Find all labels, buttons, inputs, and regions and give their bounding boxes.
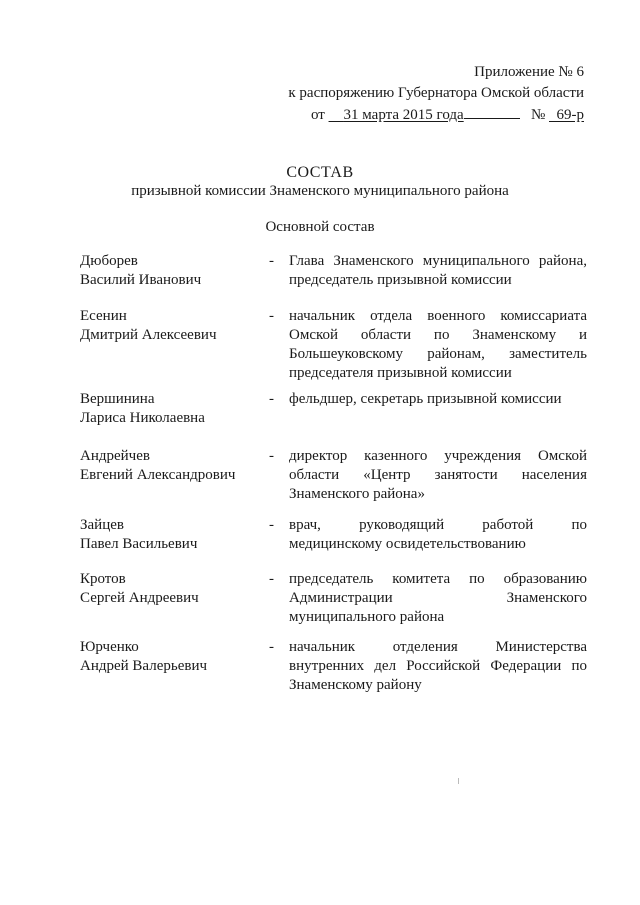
member-name [80,570,260,608]
member-surname: Зайцев [80,517,124,533]
member-surname: Юрченко [80,639,139,655]
member-surname: Дюборев [80,253,138,269]
appendix-date-line [288,104,584,126]
member-role-line: области «Центр занятости населения [289,467,587,483]
number-label: № [530,107,546,123]
member-role-line: фельдшер, секретарь призывной комиссии [289,391,562,407]
member-name [80,516,260,554]
member-role [289,638,587,695]
member-surname: Есенин [80,308,127,324]
member-role-line: Знаменскому району [289,677,422,693]
member-dash: - [269,391,274,407]
member-role-line: председатель призывной комиссии [289,272,512,288]
member-given-names: Сергей Андреевич [80,590,199,606]
member-dash: - [269,639,274,655]
member-role-line: директор казенного учреждения Омской [289,448,587,464]
member-given-names: Павел Васильевич [80,536,198,552]
member-given-names: Евгений Александрович [80,467,236,483]
member-dash: - [269,448,274,464]
member-dash: - [269,253,274,269]
member-role [289,447,587,504]
member-role-line: внутренних дел Российской Федерации по [289,658,587,674]
member-role [289,390,587,409]
member-name [80,252,260,290]
order-number: 69-р [556,107,584,123]
section-heading: Основной состав [265,219,375,235]
member-role-line: председатель комитета по образованию [289,571,587,587]
member-role-line: врач, руководящий работой по [289,517,587,533]
member-role-line: Администрации Знаменского [289,590,587,606]
member-dash: - [269,571,274,587]
member-role [289,516,587,554]
member-role-line: Знаменского района» [289,486,425,502]
member-surname: Вершинина [80,391,155,407]
document-heading: СОСТАВ [286,164,354,181]
member-given-names: Лариса Николаевна [80,410,205,426]
member-surname: Кротов [80,571,126,587]
member-given-names: Андрей Валерьевич [80,658,208,674]
member-role-line: председателя призывной комиссии [289,365,512,381]
member-role [289,570,587,627]
member-role-line: начальник отделения Министерства [289,639,587,655]
date-from-label: от [310,107,325,123]
member-surname: Андрейчев [80,448,150,464]
member-role-line: Большеуковскому районам, заместитель [289,346,587,362]
member-name [80,447,260,485]
member-role [289,252,587,290]
order-date: 31 марта 2015 года [329,107,520,123]
member-given-names: Дмитрий Алексеевич [80,327,217,343]
appendix-number: Приложение № 6 [474,64,584,80]
member-name [80,307,260,345]
member-role-line: начальник отдела военного комиссариата [289,308,587,324]
member-role-line: Глава Знаменского муниципального района, [289,253,587,269]
member-role-line: Омской области по Знаменскому и [289,327,587,343]
member-dash: - [269,308,274,324]
document-subheading: призывной комиссии Знаменского муниципального района [131,183,509,199]
member-dash: - [269,517,274,533]
member-role-line: муниципального района [289,609,445,625]
member-given-names: Василий Иванович [80,272,202,288]
member-role [289,307,587,383]
appendix-header [288,62,584,126]
scan-artifact [458,778,459,784]
member-name [80,638,260,676]
appendix-order-ref: к распоряжению Губернатора Омской области [288,85,584,101]
member-name [80,390,260,428]
member-role-line: медицинскому освидетельствованию [289,536,526,552]
